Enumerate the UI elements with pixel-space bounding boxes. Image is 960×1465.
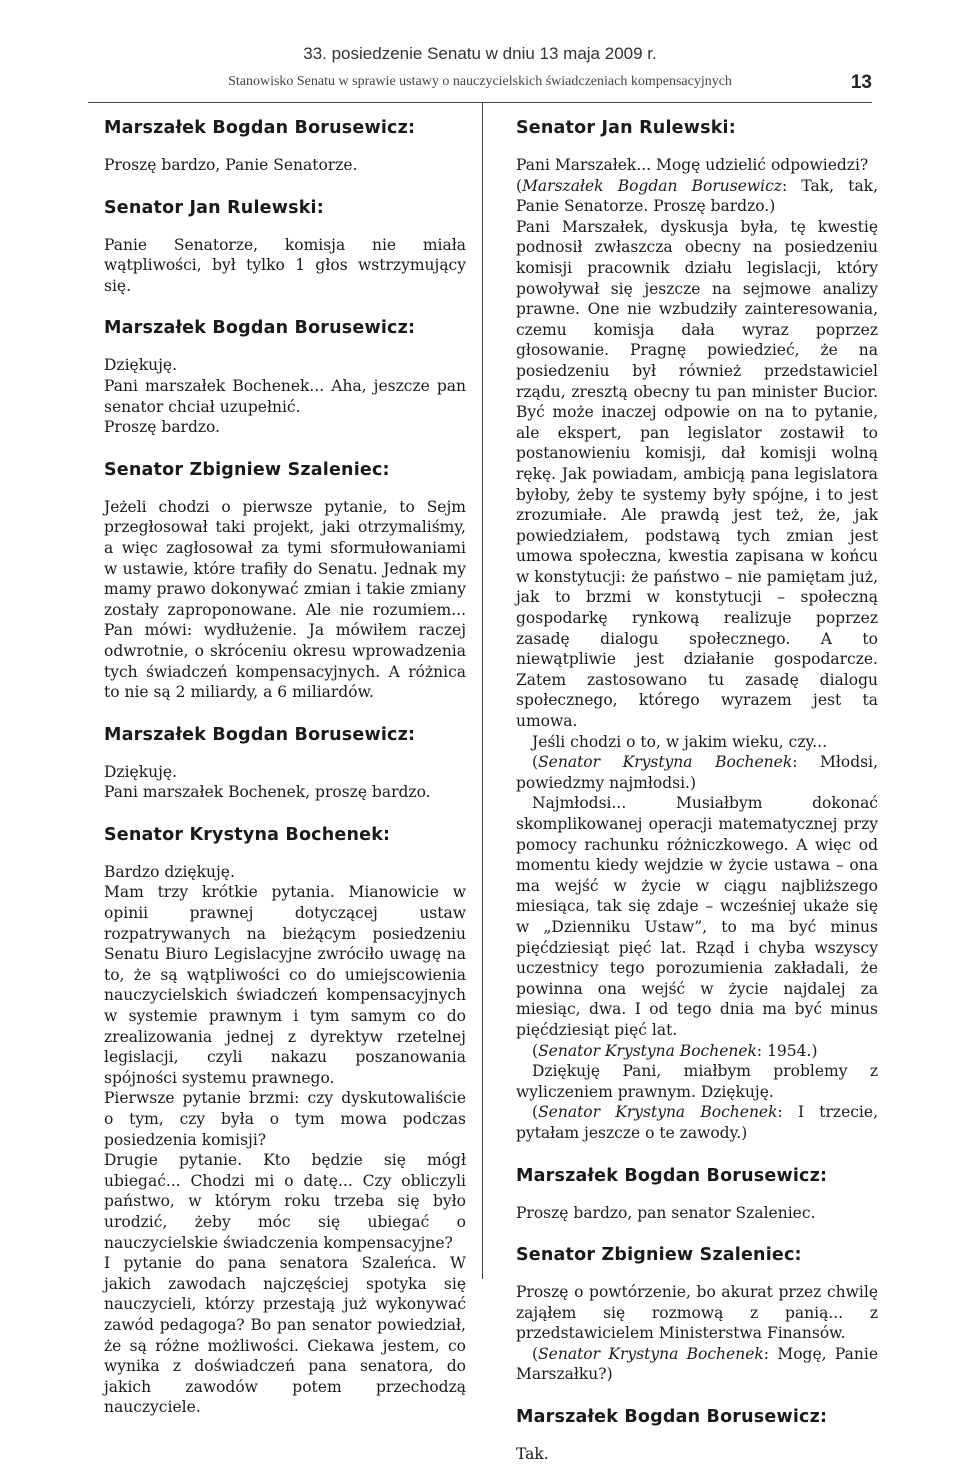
- interjection-speaker: Marszałek Bogdan Borusewicz: [522, 176, 782, 195]
- speaker-heading: Marszałek Bogdan Borusewicz:: [104, 118, 416, 138]
- paragraph: Proszę bardzo.: [104, 418, 221, 437]
- speaker-heading: Marszałek Bogdan Borusewicz:: [516, 1165, 828, 1186]
- paragraph: Jeżeli chodzi o pierwsze pytanie, to Sejm przegłosował taki projekt, jaki otrzymaliśmy, a więc zagłosował za tymi sformułowaniami w ustawie, które trafiły do Senatu. Jednak my mamy prawo dokonywać zmian i takie zmiany zostały zaproponowane. Ale nie rozumiem... Pan mówi: wydłużenie. Ja mówiłem raczej odwrotnie, o skróceniu okresu wprowadzenia tych świadczeń kompensacyjnych. A różnica to nie są 2 miliardy, a 6 miliardów.: [104, 497, 466, 702]
- paragraph: Pani marszałek Bochenek... Aha, jeszcze pan senator chciał uzupełnić.: [104, 376, 466, 416]
- interjection: (Senator Krystyna Bochenek: I trzecie, pytałam jeszcze o te zawody.): [516, 1103, 878, 1142]
- paragraph: Dziękuję.: [104, 356, 178, 375]
- interjection: [516, 176, 878, 217]
- paragraph: Proszę o powtórzenie, bo akurat przez chwilę zająłem się rozmową z panią... z przedstawicielem Ministerstwa Finansów.: [516, 1283, 878, 1343]
- paragraph: Proszę bardzo, pan senator Szaleniec.: [516, 1203, 816, 1222]
- speech-block: [104, 318, 466, 437]
- interjection-speaker: Senator Krystyna Bochenek: [538, 753, 793, 772]
- interjection-speaker: Senator Krystyna Bochenek: [538, 1041, 757, 1060]
- speaker-heading: Senator Zbigniew Szaleniec:: [516, 1245, 802, 1266]
- speech-block: [104, 460, 466, 703]
- paragraph: Panie Senatorze, komisja nie miała wątpliwości, był tylko 1 głos wstrzymujący się.: [104, 235, 466, 295]
- session-title: 33. posiedzenie Senatu w dniu 13 maja 2009 r.: [303, 44, 657, 63]
- interjection-speaker: Senator Krystyna Bochenek: [538, 1344, 764, 1363]
- paragraph: Jeśli chodzi o to, w jakim wieku, czy...: [532, 732, 827, 751]
- interjection-text: : Mogę, Panie Marszałku?): [516, 1344, 878, 1384]
- speaker-heading: Marszałek Bogdan Borusewicz:: [516, 1407, 828, 1428]
- header-divider: [88, 102, 872, 103]
- speaker-heading: Senator Zbigniew Szaleniec:: [104, 459, 390, 480]
- paragraph: Bardzo dziękuję.: [104, 862, 235, 881]
- interjection-text: : Tak, tak, Panie Senatorze. Proszę bardzo.): [516, 176, 878, 216]
- interjection-speaker: Senator Krystyna Bochenek: [538, 1103, 778, 1122]
- paragraph: Mam trzy krótkie pytania. Mianowicie w opinii prawnej dotyczącej ustaw rozpatrywanych na bieżącym posiedzeniu Senatu Biuro Legislacyjne zwróciło uwagę na to, że są wątpliwości co do umiejscowienia nauczycielskich świadczeń kompensacyjnych w systemie prawnym i tym samym co do zrealizowania jednej z dyrektyw rzetelnej legislacji, czyli nakazu poszanowania spójności systemu prawnego.: [104, 883, 466, 1087]
- speaker-heading: Senator Jan Rulewski:: [104, 197, 324, 218]
- paragraph: Najmłodsi... Musiałbym dokonać skomplikowanej operacji matematycznej przy pomocy rachunku różniczkowego. A więc od momentu kiedy wejdzie w życie ustawa – ona ma wejść w życie w ciągu najbliższego miesiąca, tak się zdaje – wcześniej ukaże się w „Dzienniku Ustaw”, to ma być minus pięćdziesiąt pięć lat. Rząd i chyba wszyscy uczestnicy tego porozumienia zakładali, że powinna ona wejść w życie najdalej za miesiąc, dwa. I od tego dnia ma być minus pięćdziesiąt pięć lat.: [516, 794, 878, 1039]
- paragraph: Proszę bardzo, Panie Senatorze.: [104, 156, 358, 174]
- speech-block: [516, 1166, 878, 1224]
- paragraph: Pani marszałek Bochenek, proszę bardzo.: [104, 783, 431, 802]
- speech-block: [104, 118, 466, 176]
- interjection-text: : I trzecie, pytałam jeszcze o te zawody.): [516, 1103, 878, 1142]
- interjection-text: : 1954.): [756, 1041, 818, 1060]
- interjection-text: : Młodsi, powiedzmy najmłodsi.): [516, 753, 879, 792]
- interjection: (Senator Krystyna Bochenek: Mogę, Panie Marszałku?): [516, 1344, 878, 1384]
- paragraph: Tak.: [516, 1445, 549, 1464]
- paragraph: Dziękuję Pani, miałbym problemy z wyliczeniem prawnym. Dziękuję.: [516, 1062, 878, 1101]
- paragraph: Dziękuję.: [104, 762, 178, 781]
- speech-block: [516, 1245, 878, 1385]
- paragraph: I pytanie do pana senatora Szaleńca. W jakich zawodach najczęściej spotyka się nauczycieli, którzy przestają już wykonywać zawód pedagoga? Bo pan senator powiedział, że są różne możliwości. Ciekawa jestem, co wynika z doświadczeń pana senatora, do jakich zawodów potem przechodzą nauczyciele.: [104, 1254, 466, 1417]
- speaker-heading: Senator Krystyna Bochenek:: [104, 824, 391, 845]
- speaker-heading: Senator Jan Rulewski:: [516, 118, 736, 138]
- speech-block: [104, 198, 466, 297]
- column-divider: [482, 102, 483, 1279]
- right-column: [516, 118, 878, 1465]
- speech-block: [516, 118, 878, 1144]
- interjection: (Senator Krystyna Bochenek: 1954.): [532, 1041, 818, 1060]
- left-column: [104, 118, 466, 1418]
- speaker-heading: Marszałek Bogdan Borusewicz:: [104, 724, 416, 745]
- speech-block: [516, 1407, 878, 1465]
- page-header: [0, 0, 960, 110]
- speaker-heading: Marszałek Bogdan Borusewicz:: [104, 318, 416, 339]
- paragraph: Pierwsze pytanie brzmi: czy dyskutowaliście o tym, czy była o tym mowa podczas posiedzenia komisji?: [104, 1089, 466, 1149]
- paragraph: Pani Marszałek, dyskusja była, tę kwestię podnosił zwłaszcza obecny na posiedzeniu komisji pracownik działu legislacji, który powoływał się jeszcze na sejmowe analizy prawne. One nie wzbudziły zainteresowania, czemu komisja dała wyraz poprzez głosowanie. Pragnę powiedzieć, że na posiedzeniu był również przedstawiciel rządu, zresztą obecny tu pan minister Bucior. Być może inaczej odpowie on na to pytanie, ale ekspert, pan legislator zostawił to postanowieniu komisji, dał komisji wolną rękę. Jak powiadam, ambicją pana legislatora byłoby, żeby te systemy były spójne, i to jest zrozumiałe. Ale prawdą jest też, że, jak powiedziałem, podstawą tych zmian jest umowa społeczna, kwestia zapisana w końcu w konstytucji: że państwo – nie pamiętam już, jak to brzmi w konstytucji – społeczną gospodarkę rynkową realizuje poprzez zasadę dialogu społecznego. A to niewątpliwie jest działanie gospodarcze. Zatem zastosowano tu zasadę dialogu społecznego, którego wyrazem jest ta umowa.: [516, 217, 878, 731]
- page-number: 13: [850, 72, 872, 93]
- section-subtitle: Stanowisko Senatu w sprawie ustawy o nauczycielskich świadczeniach kompensacyjnych: [228, 74, 732, 89]
- paragraph: Pani Marszałek... Mogę udzielić odpowiedzi?: [516, 156, 869, 174]
- interjection: (Senator Krystyna Bochenek: Młodsi, powiedzmy najmłodsi.): [516, 753, 879, 792]
- speech-block: [104, 825, 466, 1418]
- paragraph: Drugie pytanie. Kto będzie się mógł ubiegać... Chodzi mi o datę... Czy obliczyli państwo, w którym roku trzeba się było urodzić, żeby móc się ubiegać o nauczycielskie świadczenia kompensacyjne?: [104, 1151, 466, 1252]
- speech-block: [104, 725, 466, 803]
- paren-open: (: [516, 176, 523, 195]
